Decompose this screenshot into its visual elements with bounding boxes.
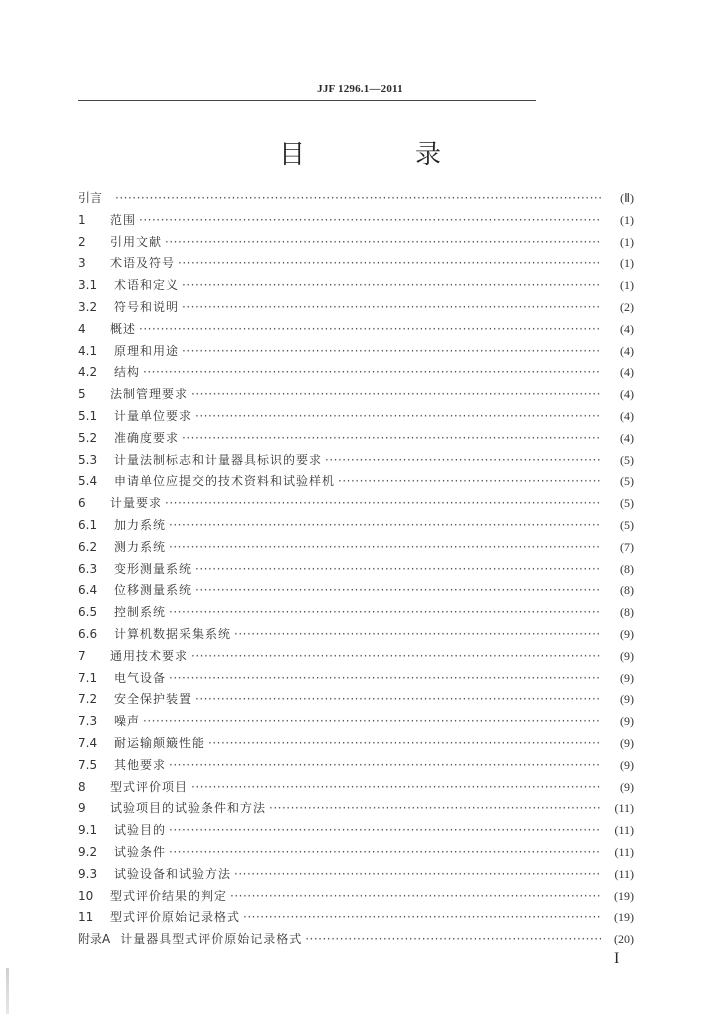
toc-leader-dots [169, 845, 601, 859]
toc-leader-dots [234, 627, 601, 641]
toc-entry-title: 范围 [110, 212, 137, 227]
toc-entry-page: (5) [620, 474, 634, 489]
toc-entry-title: 型式评价原始记录格式 [110, 910, 241, 925]
toc-entry-page: (19) [614, 888, 634, 903]
toc-entry[interactable] [78, 298, 634, 320]
toc-entry-page: (9) [620, 648, 634, 663]
toc-entry-number: 9.1 [78, 823, 98, 838]
toc-entry-title: 其他要求 [114, 757, 167, 772]
toc-entry[interactable] [78, 843, 634, 865]
toc-leader-dots [269, 801, 601, 815]
toc-entry-number: 7 [78, 648, 86, 663]
toc-entry[interactable] [78, 712, 634, 734]
toc-entry[interactable] [78, 472, 634, 494]
toc-entry[interactable] [78, 538, 634, 560]
toc-entry-title: 变形测量系统 [114, 561, 193, 576]
toc-entry-title: 概述 [110, 321, 137, 336]
toc-entry-number: 6.3 [78, 561, 98, 576]
toc-entry-number: 6.5 [78, 605, 98, 620]
toc-entry-number: 11 [78, 910, 94, 925]
toc-entry-number: 5.1 [78, 408, 98, 423]
document-code: JJF 1296.1—2011 [317, 83, 403, 95]
toc-entry-title: 原理和用途 [114, 343, 180, 358]
toc-entry-number: 5.4 [78, 474, 98, 489]
toc-entry-page: (5) [620, 496, 634, 511]
toc-entry-title: 准确度要求 [114, 430, 180, 445]
toc-entry-page: (9) [620, 626, 634, 641]
toc-entry-page: (9) [620, 670, 634, 685]
toc-leader-dots [195, 692, 601, 706]
toc-entry-title: 试验条件 [114, 844, 167, 859]
toc-entry-page: (9) [620, 692, 634, 707]
toc-entry[interactable] [78, 451, 634, 473]
toc-entry-title: 术语及符号 [110, 256, 176, 271]
toc-entry[interactable] [78, 581, 634, 603]
toc-entry-title: 申请单位应提交的技术资料和试验样机 [114, 474, 336, 489]
toc-entry[interactable] [78, 625, 634, 647]
toc-leader-dots [169, 518, 601, 532]
toc-entry-title: 计算机数据采集系统 [114, 626, 232, 641]
toc-entry[interactable] [78, 385, 634, 407]
toc-entry-page: (2) [620, 299, 634, 314]
toc-entry-number: 8 [78, 779, 86, 794]
toc-entry-title: 耐运输颠簸性能 [114, 735, 206, 750]
toc-leader-dots [115, 191, 601, 205]
toc-leader-dots [191, 780, 601, 794]
toc-leader-dots [178, 256, 601, 270]
toc-entry-title: 法制管理要求 [110, 387, 189, 402]
toc-entry[interactable] [78, 276, 634, 298]
toc-entry[interactable] [78, 189, 634, 211]
toc-entry-title: 符号和说明 [114, 299, 180, 314]
toc-entry-title: 测力系统 [114, 539, 167, 554]
toc-entry-number: 7.4 [78, 735, 98, 750]
toc-leader-dots [195, 562, 601, 576]
toc-entry-title: 加力系统 [114, 517, 167, 532]
toc-entry-number: 10 [78, 888, 94, 903]
toc-entry[interactable] [78, 254, 634, 276]
toc-entry-number: 4.1 [78, 343, 98, 358]
table-of-contents [78, 189, 634, 952]
toc-entry-page: (20) [614, 932, 634, 947]
toc-leader-dots [325, 453, 601, 467]
toc-leader-dots [169, 671, 601, 685]
toc-leader-dots [182, 431, 601, 445]
toc-entry-number: 附录A [78, 932, 111, 947]
toc-entry-page: (Ⅱ) [620, 191, 634, 205]
toc-entry[interactable] [78, 799, 634, 821]
toc-entry[interactable] [78, 560, 634, 582]
toc-entry-page: (9) [620, 779, 634, 794]
toc-entry-number: 引言 [78, 191, 103, 205]
toc-entry[interactable] [78, 342, 634, 364]
toc-leader-dots [139, 322, 601, 336]
toc-entry-number: 5 [78, 387, 86, 402]
toc-entry-number: 7.1 [78, 670, 98, 685]
toc-leader-dots [182, 300, 601, 314]
toc-entry[interactable] [78, 865, 634, 887]
toc-entry-number: 4.2 [78, 365, 98, 380]
toc-entry[interactable] [78, 320, 634, 342]
toc-entry-number: 6.6 [78, 626, 98, 641]
toc-entry-page: (9) [620, 735, 634, 750]
page-number: I [614, 950, 620, 967]
toc-leader-dots [165, 235, 601, 249]
toc-entry-number: 2 [78, 234, 86, 249]
toc-entry-page: (1) [620, 278, 634, 293]
toc-leader-dots [182, 278, 601, 292]
toc-entry-page: (4) [620, 343, 634, 358]
toc-entry-page: (4) [620, 387, 634, 402]
toc-leader-dots [165, 496, 601, 510]
toc-leader-dots [243, 910, 601, 924]
toc-entry[interactable] [78, 363, 634, 385]
toc-entry-page: (4) [620, 430, 634, 445]
toc-leader-dots [169, 540, 601, 554]
toc-leader-dots [208, 736, 601, 750]
toc-leader-dots [230, 889, 601, 903]
toc-entry-title: 型式评价项目 [110, 779, 189, 794]
toc-entry[interactable] [78, 908, 634, 930]
toc-entry-page: (5) [620, 517, 634, 532]
toc-entry[interactable] [78, 778, 634, 800]
toc-entry-number: 6.2 [78, 539, 98, 554]
toc-entry-title: 位移测量系统 [114, 583, 193, 598]
toc-entry[interactable] [78, 603, 634, 625]
toc-entry-title: 计量单位要求 [114, 408, 193, 423]
toc-entry-page: (4) [620, 408, 634, 423]
toc-entry-number: 6.4 [78, 583, 98, 598]
toc-entry-page: (11) [614, 823, 634, 838]
toc-leader-dots [182, 344, 601, 358]
toc-entry-title: 型式评价结果的判定 [110, 888, 228, 903]
toc-entry-page: (11) [614, 801, 634, 816]
toc-leader-dots [139, 213, 601, 227]
toc-entry-number: 6 [78, 496, 86, 511]
toc-entry-number: 9.2 [78, 844, 98, 859]
toc-leader-dots [191, 387, 601, 401]
toc-leader-dots [234, 867, 601, 881]
toc-leader-dots [191, 649, 601, 663]
toc-entry-page: (9) [620, 714, 634, 729]
toc-entry-page: (7) [620, 539, 634, 554]
toc-entry-title: 试验项目的试验条件和方法 [110, 801, 267, 816]
toc-entry-title: 结构 [114, 365, 141, 380]
toc-entry[interactable] [78, 233, 634, 255]
toc-entry-title: 引用文献 [110, 234, 163, 249]
toc-entry-title: 通用技术要求 [110, 648, 189, 663]
toc-entry-page: (1) [620, 256, 634, 271]
toc-entry[interactable] [78, 690, 634, 712]
toc-entry[interactable] [78, 516, 634, 538]
toc-entry-page: (19) [614, 910, 634, 925]
toc-entry-title: 安全保护装置 [114, 692, 193, 707]
toc-entry[interactable] [78, 756, 634, 778]
toc-leader-dots [143, 365, 601, 379]
toc-entry[interactable] [78, 494, 634, 516]
toc-leader-dots [195, 409, 601, 423]
toc-leader-dots [305, 932, 601, 946]
toc-entry-title: 计量法制标志和计量器具标识的要求 [114, 452, 323, 467]
toc-entry-title: 术语和定义 [114, 278, 180, 293]
toc-entry[interactable] [78, 647, 634, 669]
toc-entry-number: 9 [78, 801, 86, 816]
toc-entry-number: 7.2 [78, 692, 98, 707]
toc-leader-dots [143, 714, 601, 728]
toc-entry-title: 试验设备和试验方法 [114, 866, 232, 881]
toc-entry[interactable] [78, 734, 634, 756]
toc-entry-number: 4 [78, 321, 86, 336]
toc-entry-number: 7.5 [78, 757, 98, 772]
header-rule [78, 100, 536, 101]
scan-edge-mark [6, 968, 9, 1014]
toc-entry[interactable] [78, 211, 634, 233]
toc-leader-dots [169, 823, 601, 837]
toc-leader-dots [338, 474, 601, 488]
toc-entry-page: (4) [620, 365, 634, 380]
toc-entry-number: 1 [78, 212, 86, 227]
toc-entry-number: 5.2 [78, 430, 98, 445]
toc-entry-number: 5.3 [78, 452, 98, 467]
toc-entry-page: (9) [620, 757, 634, 772]
toc-entry-number: 3.1 [78, 278, 98, 293]
page-title: 目 录 [278, 140, 483, 170]
toc-entry[interactable] [78, 407, 634, 429]
toc-entry-title: 噪声 [114, 714, 141, 729]
toc-leader-dots [169, 758, 601, 772]
toc-entry-page: (1) [620, 212, 634, 227]
toc-entry-number: 9.3 [78, 866, 98, 881]
toc-entry[interactable] [78, 429, 634, 451]
toc-entry-number: 3 [78, 256, 86, 271]
toc-entry-number: 7.3 [78, 714, 98, 729]
toc-entry-page: (11) [614, 844, 634, 859]
toc-leader-dots [169, 605, 601, 619]
toc-entry-title: 计量器具型式评价原始记录格式 [120, 932, 303, 947]
toc-entry-page: (4) [620, 321, 634, 336]
toc-entry-page: (11) [614, 866, 634, 881]
toc-entry-page: (1) [620, 234, 634, 249]
toc-entry[interactable] [78, 669, 634, 691]
toc-entry-page: (8) [620, 561, 634, 576]
toc-entry[interactable] [78, 930, 634, 952]
toc-entry-title: 试验目的 [114, 823, 167, 838]
toc-entry[interactable] [78, 821, 634, 843]
toc-entry-page: (5) [620, 452, 634, 467]
toc-entry-page: (8) [620, 583, 634, 598]
toc-entry-number: 3.2 [78, 299, 98, 314]
toc-entry-title: 控制系统 [114, 605, 167, 620]
toc-entry[interactable] [78, 887, 634, 909]
toc-entry-title: 电气设备 [114, 670, 167, 685]
toc-entry-number: 6.1 [78, 517, 98, 532]
toc-entry-title: 计量要求 [110, 496, 163, 511]
toc-leader-dots [195, 583, 601, 597]
toc-entry-page: (8) [620, 605, 634, 620]
